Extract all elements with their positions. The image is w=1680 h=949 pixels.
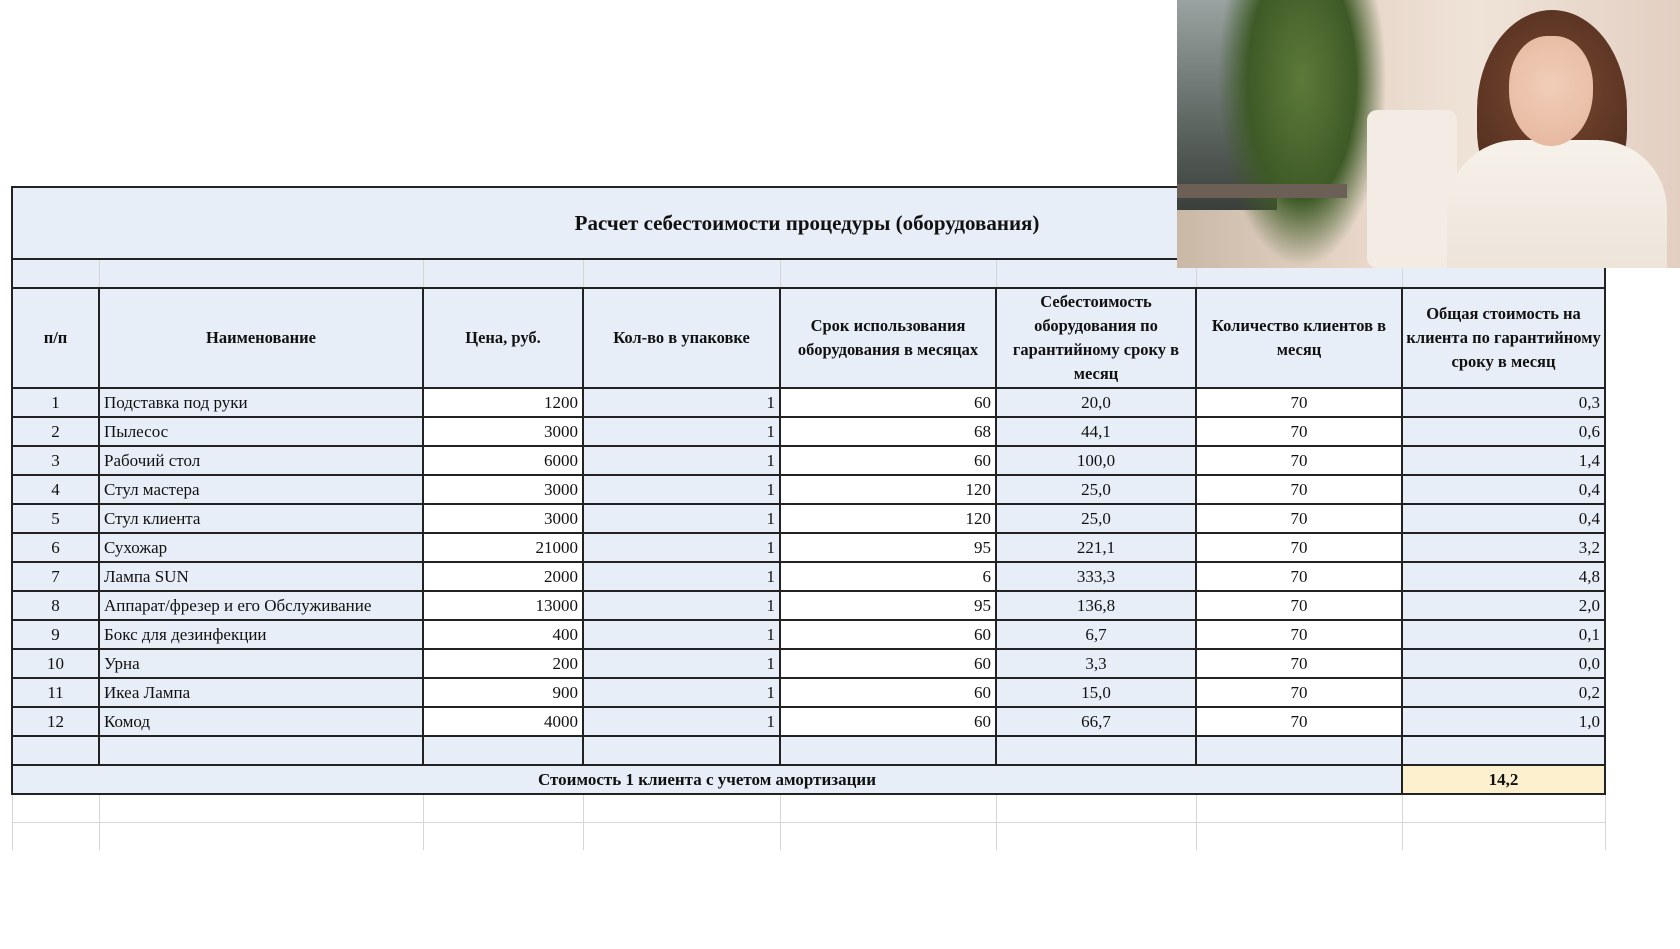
cell-monthly-cost[interactable]: 136,8 (996, 591, 1196, 620)
empty-cell[interactable] (583, 823, 780, 851)
cell-monthly-cost[interactable]: 15,0 (996, 678, 1196, 707)
cell-price[interactable]: 3000 (423, 417, 583, 446)
cell-index[interactable]: 2 (12, 417, 99, 446)
cell-clients-month[interactable]: 70 (1196, 388, 1402, 417)
empty-cell[interactable] (1402, 794, 1605, 823)
spreadsheet (11, 186, 1604, 850)
header-usage-months[interactable]: Срок использования оборудования в месяцах (780, 288, 996, 388)
cell-index[interactable]: 12 (12, 707, 99, 736)
cell-monthly-cost[interactable]: 3,3 (996, 649, 1196, 678)
blank-cell[interactable] (996, 736, 1196, 765)
cell-price[interactable]: 3000 (423, 504, 583, 533)
table-row (12, 417, 1605, 446)
spacer-cell[interactable] (996, 259, 1196, 288)
blank-cell[interactable] (99, 736, 423, 765)
cell-index[interactable]: 4 (12, 475, 99, 504)
cell-pack-qty[interactable]: 1 (583, 417, 780, 446)
header-monthly-cost[interactable]: Себестоимость оборудования по гарантийному сроку в месяц (996, 288, 1196, 388)
cell-monthly-cost[interactable]: 25,0 (996, 475, 1196, 504)
cell-name[interactable]: Икеа Лампа (99, 678, 423, 707)
empty-cell[interactable] (12, 794, 99, 823)
cell-index[interactable]: 3 (12, 446, 99, 475)
table-row (12, 533, 1605, 562)
cell-usage-months[interactable]: 95 (780, 591, 996, 620)
cell-clients-month[interactable]: 70 (1196, 707, 1402, 736)
empty-cell[interactable] (996, 823, 1196, 851)
cell-monthly-cost[interactable]: 333,3 (996, 562, 1196, 591)
empty-cell[interactable] (1196, 823, 1402, 851)
cell-pack-qty[interactable]: 1 (583, 388, 780, 417)
cell-index[interactable]: 5 (12, 504, 99, 533)
cell-price[interactable]: 3000 (423, 475, 583, 504)
empty-cell[interactable] (99, 794, 423, 823)
cell-clients-month[interactable]: 70 (1196, 562, 1402, 591)
cell-monthly-cost[interactable]: 221,1 (996, 533, 1196, 562)
cell-usage-months[interactable]: 120 (780, 504, 996, 533)
cell-monthly-cost[interactable]: 6,7 (996, 620, 1196, 649)
cell-name[interactable]: Урна (99, 649, 423, 678)
cell-clients-month[interactable]: 70 (1196, 649, 1402, 678)
empty-cell[interactable] (1196, 794, 1402, 823)
cell-index[interactable]: 1 (12, 388, 99, 417)
cell-clients-month[interactable]: 70 (1196, 620, 1402, 649)
cell-price[interactable]: 200 (423, 649, 583, 678)
cell-usage-months[interactable]: 95 (780, 533, 996, 562)
cell-cost-per-client[interactable]: 0,4 (1402, 504, 1605, 533)
spacer-cell[interactable] (423, 259, 583, 288)
cell-name[interactable]: Стул мастера (99, 475, 423, 504)
table-row (12, 649, 1605, 678)
spacer-cell[interactable] (780, 259, 996, 288)
cell-index[interactable]: 11 (12, 678, 99, 707)
cell-cost-per-client[interactable]: 0,1 (1402, 620, 1605, 649)
header-cost-per-client[interactable]: Общая стоимость на клиента по гарантийному сроку в месяц (1402, 288, 1605, 388)
cell-price[interactable]: 1200 (423, 388, 583, 417)
cell-usage-months[interactable]: 60 (780, 446, 996, 475)
empty-cell[interactable] (12, 823, 99, 851)
cell-usage-months[interactable]: 120 (780, 475, 996, 504)
cell-pack-qty[interactable]: 1 (583, 475, 780, 504)
cell-price[interactable]: 2000 (423, 562, 583, 591)
cell-clients-month[interactable]: 70 (1196, 475, 1402, 504)
cell-cost-per-client[interactable]: 0,0 (1402, 649, 1605, 678)
cell-usage-months[interactable]: 60 (780, 388, 996, 417)
cost-table (11, 186, 1606, 850)
header-name[interactable]: Наименование (99, 288, 423, 388)
cell-price[interactable]: 13000 (423, 591, 583, 620)
cell-cost-per-client[interactable]: 3,2 (1402, 533, 1605, 562)
cell-name[interactable]: Пылесос (99, 417, 423, 446)
cell-cost-per-client[interactable]: 0,3 (1402, 388, 1605, 417)
cell-index[interactable]: 7 (12, 562, 99, 591)
cell-cost-per-client[interactable]: 0,6 (1402, 417, 1605, 446)
cell-usage-months[interactable]: 60 (780, 620, 996, 649)
cell-pack-qty[interactable]: 1 (583, 649, 780, 678)
cell-index[interactable]: 6 (12, 533, 99, 562)
cell-clients-month[interactable]: 70 (1196, 446, 1402, 475)
table-row (12, 475, 1605, 504)
table-row (12, 678, 1605, 707)
table-row (12, 446, 1605, 475)
cell-monthly-cost[interactable]: 100,0 (996, 446, 1196, 475)
cell-index[interactable]: 10 (12, 649, 99, 678)
cell-pack-qty[interactable]: 1 (583, 446, 780, 475)
cell-pack-qty[interactable]: 1 (583, 562, 780, 591)
cell-usage-months[interactable]: 60 (780, 707, 996, 736)
cell-price[interactable]: 900 (423, 678, 583, 707)
cell-name[interactable]: Аппарат/фрезер и его Обслуживание (99, 591, 423, 620)
cell-clients-month[interactable]: 70 (1196, 417, 1402, 446)
blank-cell[interactable] (12, 736, 99, 765)
cell-price[interactable]: 6000 (423, 446, 583, 475)
cell-price[interactable]: 21000 (423, 533, 583, 562)
cell-pack-qty[interactable]: 1 (583, 707, 780, 736)
cell-monthly-cost[interactable]: 20,0 (996, 388, 1196, 417)
chair-background (1367, 110, 1457, 268)
cell-clients-month[interactable]: 70 (1196, 591, 1402, 620)
cell-clients-month[interactable]: 70 (1196, 678, 1402, 707)
cell-name[interactable]: Стул клиента (99, 504, 423, 533)
empty-cell[interactable] (780, 823, 996, 851)
header-clients-month[interactable]: Количество клиентов в месяц (1196, 288, 1402, 388)
presenter-body (1447, 140, 1667, 268)
empty-cell[interactable] (780, 794, 996, 823)
presenter-video-overlay (1177, 0, 1680, 268)
blank-cell[interactable] (1196, 736, 1402, 765)
cell-name[interactable]: Сухожар (99, 533, 423, 562)
presenter-face (1509, 36, 1593, 146)
cell-cost-per-client[interactable]: 2,0 (1402, 591, 1605, 620)
spacer-cell[interactable] (12, 259, 99, 288)
cell-pack-qty[interactable]: 1 (583, 620, 780, 649)
empty-cell[interactable] (996, 794, 1196, 823)
blank-cell[interactable] (1402, 736, 1605, 765)
header-index[interactable]: п/п (12, 288, 99, 388)
header-pack-qty[interactable]: Кол-во в упаковке (583, 288, 780, 388)
cell-name[interactable]: Лампа SUN (99, 562, 423, 591)
cell-cost-per-client[interactable]: 0,4 (1402, 475, 1605, 504)
cell-monthly-cost[interactable]: 25,0 (996, 504, 1196, 533)
table-title[interactable]: Расчет себестоимости процедуры (оборудования) (12, 187, 1605, 259)
cell-name[interactable]: Подставка под руки (99, 388, 423, 417)
empty-cell[interactable] (423, 794, 583, 823)
cell-index[interactable]: 8 (12, 591, 99, 620)
cell-cost-per-client[interactable]: 1,4 (1402, 446, 1605, 475)
cell-pack-qty[interactable]: 1 (583, 591, 780, 620)
cell-cost-per-client[interactable]: 1,0 (1402, 707, 1605, 736)
cell-name[interactable]: Рабочий стол (99, 446, 423, 475)
table-row (12, 707, 1605, 736)
cell-cost-per-client[interactable]: 0,2 (1402, 678, 1605, 707)
cell-pack-qty[interactable]: 1 (583, 533, 780, 562)
cell-pack-qty[interactable]: 1 (583, 504, 780, 533)
cell-usage-months[interactable]: 68 (780, 417, 996, 446)
blank-cell[interactable] (583, 736, 780, 765)
cell-clients-month[interactable]: 70 (1196, 504, 1402, 533)
cell-usage-months[interactable]: 60 (780, 678, 996, 707)
cell-cost-per-client[interactable]: 4,8 (1402, 562, 1605, 591)
cell-index[interactable]: 9 (12, 620, 99, 649)
table-row (12, 591, 1605, 620)
empty-cell[interactable] (423, 823, 583, 851)
cell-usage-months[interactable]: 6 (780, 562, 996, 591)
cell-price[interactable]: 4000 (423, 707, 583, 736)
table-row (12, 620, 1605, 649)
cell-name[interactable]: Комод (99, 707, 423, 736)
table-row (12, 562, 1605, 591)
empty-cell[interactable] (99, 823, 423, 851)
blank-cell[interactable] (423, 736, 583, 765)
cell-monthly-cost[interactable]: 66,7 (996, 707, 1196, 736)
cell-pack-qty[interactable]: 1 (583, 678, 780, 707)
total-label[interactable]: Стоимость 1 клиента с учетом амортизации (12, 765, 1402, 794)
empty-cell[interactable] (1402, 823, 1605, 851)
table-row (12, 504, 1605, 533)
blank-cell[interactable] (780, 736, 996, 765)
cell-clients-month[interactable]: 70 (1196, 533, 1402, 562)
header-price[interactable]: Цена, руб. (423, 288, 583, 388)
table-row (12, 388, 1605, 417)
empty-cell[interactable] (583, 794, 780, 823)
window-sill (1177, 184, 1347, 198)
table-body (12, 388, 1605, 736)
plant-background (1217, 0, 1387, 268)
cell-name[interactable]: Бокс для дезинфекции (99, 620, 423, 649)
spacer-cell[interactable] (99, 259, 423, 288)
total-value[interactable]: 14,2 (1402, 765, 1605, 794)
cell-price[interactable]: 400 (423, 620, 583, 649)
cell-usage-months[interactable]: 60 (780, 649, 996, 678)
cell-monthly-cost[interactable]: 44,1 (996, 417, 1196, 446)
spacer-cell[interactable] (583, 259, 780, 288)
